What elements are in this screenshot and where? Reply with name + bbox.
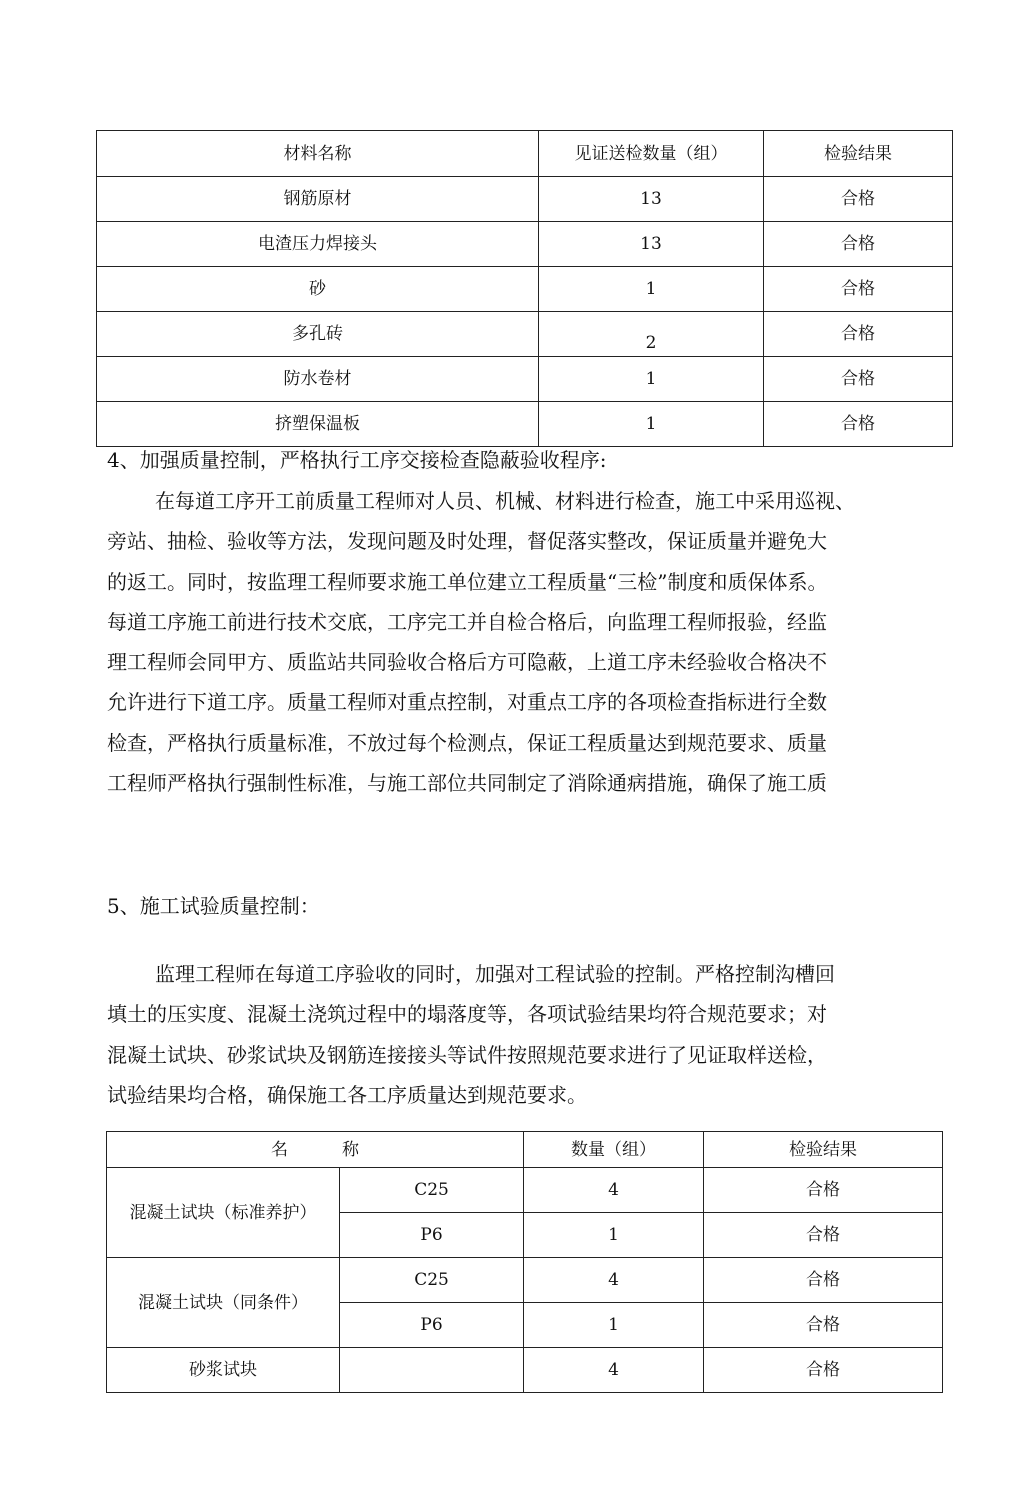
- paragraph-line: 每道工序施工前进行技术交底，工序完工并自检合格后，向监理工程师报验，经监: [107, 609, 827, 634]
- table-row: [107, 1168, 943, 1213]
- test-result: 合格: [704, 1303, 943, 1348]
- table-row: [97, 402, 953, 447]
- specimen-group-name: 砂浆试块: [107, 1348, 340, 1393]
- table-row: [107, 1348, 943, 1393]
- specimen-spec: [340, 1348, 524, 1393]
- material-test-table: [96, 130, 953, 447]
- table-row: [97, 222, 953, 267]
- test-result: 合格: [764, 312, 953, 357]
- material-name: 电渣压力焊接头: [97, 222, 539, 267]
- table-row: [97, 312, 953, 357]
- table-row: [107, 1258, 943, 1303]
- specimen-group-name: 混凝土试块（标准养护）: [107, 1168, 340, 1258]
- test-result: 合格: [704, 1213, 943, 1258]
- table-row: [97, 177, 953, 222]
- witness-count-cell: [539, 312, 764, 357]
- section-5-paragraph: [107, 954, 927, 1115]
- material-name: 砂: [97, 267, 539, 312]
- paragraph-line: 检查，严格执行质量标准，不放过每个检测点，保证工程质量达到规范要求、质量: [107, 730, 827, 755]
- specimen-spec: P6: [340, 1213, 524, 1258]
- witness-count: 13: [539, 177, 764, 222]
- material-name: 挤塑保温板: [97, 402, 539, 447]
- section-5-heading: 5、施工试验质量控制：: [107, 894, 320, 918]
- witness-count: 13: [539, 222, 764, 267]
- specimen-count: 1: [524, 1213, 704, 1258]
- table-header-row: [97, 131, 953, 177]
- specimen-spec: C25: [340, 1168, 524, 1213]
- header-witness-count: 见证送检数量（组）: [539, 131, 764, 177]
- paragraph-line: 监理工程师在每道工序验收的同时，加强对工程试验的控制。严格控制沟槽回: [155, 962, 835, 986]
- test-result: 合格: [764, 267, 953, 312]
- test-result: 合格: [764, 222, 953, 267]
- paragraph-line: 的返工。同时，按监理工程师要求施工单位建立工程质量“三检”制度和质保体系。: [107, 569, 828, 594]
- section-4-heading: 4、加强质量控制，严格执行工序交接检查隐蔽验收程序:: [107, 448, 607, 472]
- table-row: [97, 357, 953, 402]
- table-header-row: [107, 1132, 943, 1168]
- header-name: 名 称: [107, 1132, 524, 1168]
- section-4-paragraph: [107, 481, 927, 803]
- specimen-count: 4: [524, 1258, 704, 1303]
- witness-count: 1: [539, 357, 764, 402]
- specimen-count: 4: [524, 1168, 704, 1213]
- header-test-result: 检验结果: [704, 1132, 943, 1168]
- paragraph-line: 试验结果均合格，确保施工各工序质量达到规范要求。: [107, 1082, 587, 1107]
- material-name: 防水卷材: [97, 357, 539, 402]
- paragraph-line: 旁站、抽检、验收等方法，发现问题及时处理，督促落实整改，保证质量并避免大: [107, 529, 827, 554]
- header-material-name: 材料名称: [97, 131, 539, 177]
- test-result: 合格: [764, 402, 953, 447]
- specimen-count: 1: [524, 1303, 704, 1348]
- material-name: 多孔砖: [97, 312, 539, 357]
- specimen-group-name: 混凝土试块（同条件）: [107, 1258, 340, 1348]
- material-name: 钢筋原材: [97, 177, 539, 222]
- specimen-count: 4: [524, 1348, 704, 1393]
- test-result: 合格: [764, 357, 953, 402]
- test-result: 合格: [704, 1168, 943, 1213]
- paragraph-line: 允许进行下道工序。质量工程师对重点控制，对重点工序的各项检查指标进行全数: [107, 690, 827, 715]
- paragraph-line: 工程师严格执行强制性标准，与施工部位共同制定了消除通病措施，确保了施工质: [107, 771, 827, 796]
- paragraph-line: 混凝土试块、砂浆试块及钢筋连接接头等试件按照规范要求进行了见证取样送检，: [107, 1042, 827, 1067]
- test-result: 合格: [704, 1258, 943, 1303]
- test-result: 合格: [764, 177, 953, 222]
- specimen-test-table: [106, 1131, 943, 1393]
- paragraph-line: 在每道工序开工前质量工程师对人员、机械、材料进行检查，施工中采用巡视、: [155, 489, 855, 513]
- header-test-result: 检验结果: [764, 131, 953, 177]
- witness-count: 1: [539, 267, 764, 312]
- paragraph-line: 理工程师会同甲方、质监站共同验收合格后方可隐蔽，上道工序未经验收合格决不: [107, 650, 827, 675]
- test-result: 合格: [704, 1348, 943, 1393]
- witness-count: 2: [645, 333, 657, 353]
- specimen-spec: C25: [340, 1258, 524, 1303]
- header-quantity: 数量（组）: [524, 1132, 704, 1168]
- paragraph-line: 填土的压实度、混凝土浇筑过程中的塌落度等，各项试验结果均符合规范要求；对: [107, 1002, 827, 1027]
- specimen-spec: P6: [340, 1303, 524, 1348]
- witness-count: 1: [539, 402, 764, 447]
- table-row: [97, 267, 953, 312]
